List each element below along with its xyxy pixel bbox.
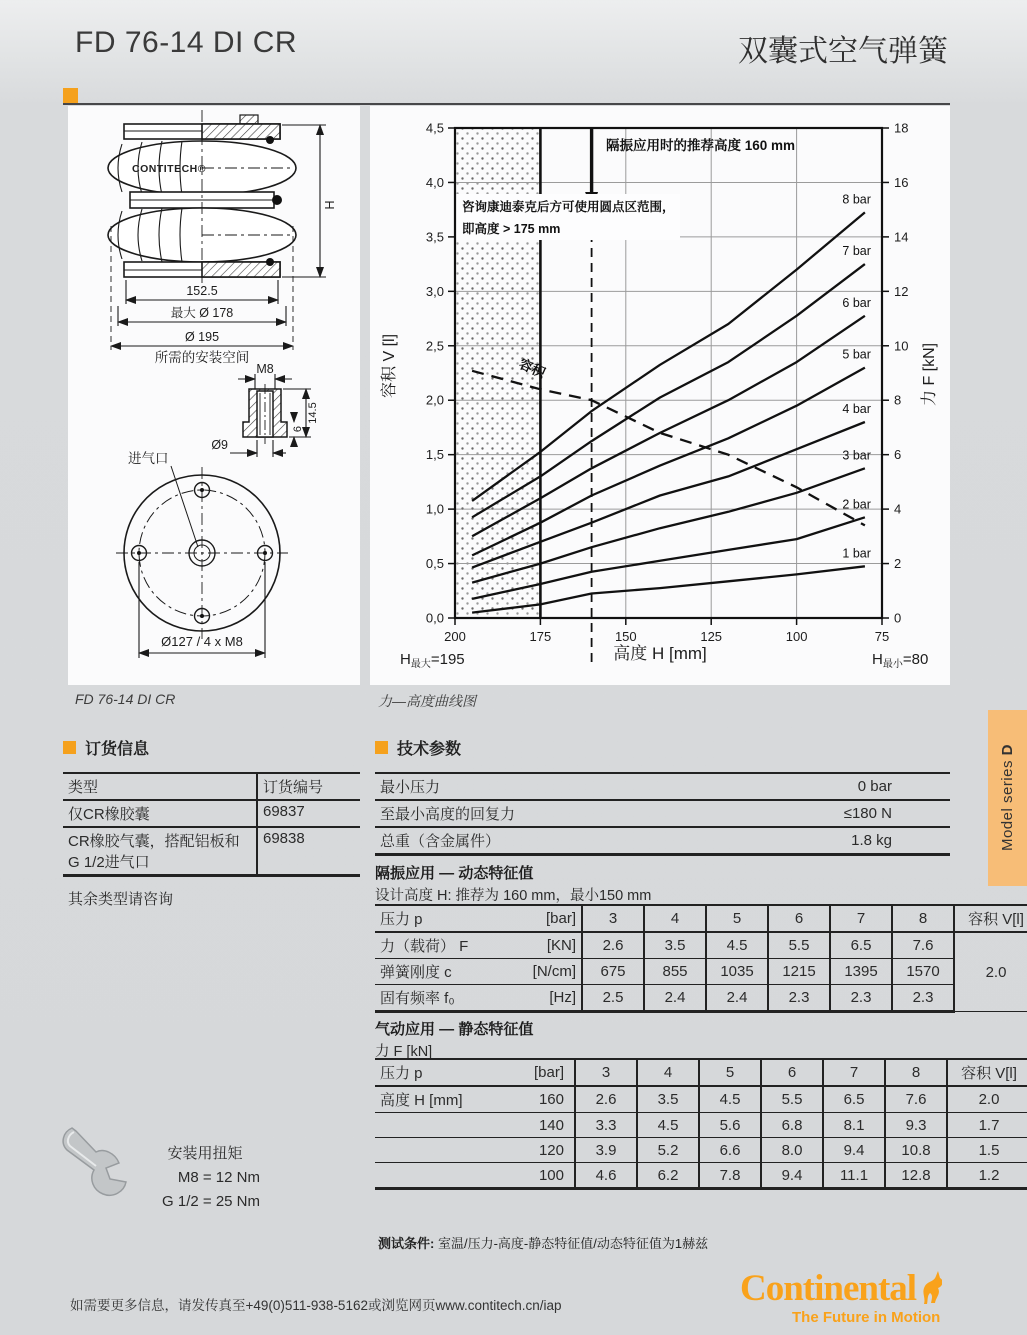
- svg-text:12: 12: [894, 283, 909, 299]
- table-row: 最小压力 0 bar: [375, 773, 950, 800]
- drawing-panel: [68, 106, 360, 685]
- svg-text:3,0: 3,0: [425, 283, 444, 299]
- curve-label: 8 bar: [842, 192, 871, 207]
- volume-curve-label: 容积: [516, 356, 548, 381]
- svg-text:1,0: 1,0: [425, 501, 444, 517]
- tab-text: Model series: [999, 755, 1016, 852]
- inlet-label: 进气口: [128, 451, 169, 466]
- svg-text:125: 125: [700, 629, 723, 644]
- table-row: CR橡胶气囊，搭配铝板和G 1/2进气口 69838: [63, 827, 360, 876]
- h-min-label: $H_{最小}=80$: [872, 651, 929, 670]
- nut-detail: [230, 374, 311, 457]
- ordering-note: 其余类型请咨询: [68, 891, 174, 908]
- svg-text:100: 100: [785, 629, 808, 644]
- svg-text:16: 16: [894, 174, 909, 190]
- recommended-height-annotation: 隔振应用时的推荐高度 160 mm: [606, 138, 796, 153]
- dim-178: 最大 Ø 178: [170, 306, 234, 320]
- svg-text:18: 18: [894, 120, 909, 136]
- dynamic-table: [375, 904, 1027, 1013]
- model-series-tab[interactable]: [988, 710, 1027, 886]
- accent-square: [63, 88, 78, 103]
- dim-h: [282, 125, 326, 277]
- table-row: 固有频率 f₀ [Hz] 2.5 2.4 2.4 2.3 2.3 2.3: [375, 985, 1027, 1012]
- curve-label: 2 bar: [842, 497, 871, 512]
- curve-label: 7 bar: [842, 244, 871, 259]
- footer-contact-info: 如需要更多信息，请发传真至+49(0)511-938-5162或浏览网页www.contitech.cn/iap: [70, 1298, 562, 1313]
- svg-text:75: 75: [874, 629, 890, 644]
- svg-text:4,0: 4,0: [425, 174, 444, 190]
- drawing-caption: FD 76-14 DI CR: [75, 691, 176, 707]
- curve-label: 5 bar: [842, 347, 871, 362]
- table-row: 140 3.3 4.5 5.6 6.8 8.1 9.3 1.7: [375, 1113, 1027, 1138]
- volume-merged-cell: 2.0: [954, 932, 1027, 1012]
- chart-caption: 力—高度曲线图: [378, 693, 476, 709]
- dim-h-label: H: [323, 200, 337, 210]
- table-header-row: [63, 773, 360, 800]
- y-axis-right-label: 力 F [kN]: [921, 342, 938, 406]
- continental-tagline: The Future in Motion: [792, 1309, 941, 1326]
- test-conditions-label: 测试条件:: [378, 1236, 435, 1251]
- svg-text:4,5: 4,5: [425, 120, 444, 136]
- dim-m8: M8: [256, 362, 274, 376]
- torque-block: [150, 1142, 260, 1214]
- air-spring-drawing: [68, 106, 360, 685]
- svg-text:14: 14: [894, 229, 909, 245]
- continental-horse-icon: [918, 1270, 942, 1306]
- curve-label: 4 bar: [842, 402, 871, 416]
- dim-6: 6: [292, 425, 304, 433]
- table-row: 120 3.9 5.2 6.6 8.0 9.4 10.8 1.5: [375, 1138, 1027, 1163]
- ordering-section-heading: 订货信息: [63, 736, 149, 759]
- curve-label: 1 bar: [842, 546, 871, 561]
- dotted-note-line2: 即高度 > 175 mm: [462, 222, 561, 236]
- dim-145: 14.5: [307, 402, 319, 424]
- svg-text:0,0: 0,0: [425, 610, 444, 626]
- contitech-logo: CONTITECH®: [132, 163, 206, 175]
- table-row: 总重（含金属件） 1.8 kg: [375, 827, 950, 855]
- dim-152: 152.5: [186, 284, 218, 298]
- dotted-note-line1: 咨询康迪泰克后方可使用圆点区范围，: [462, 200, 675, 214]
- curve-label: 3 bar: [842, 448, 871, 463]
- svg-text:3,5: 3,5: [425, 229, 444, 245]
- table-row: 力（载荷） F [KN] 2.6 3.5 4.5 5.5 6.5 7.6 2.0: [375, 932, 1027, 959]
- svg-text:175: 175: [529, 629, 552, 644]
- svg-text:1,5: 1,5: [425, 447, 444, 463]
- table-row: 高度 H [mm] 160 2.6 3.5 4.5 5.5 6.5 7.6 2.0: [375, 1086, 1027, 1113]
- svg-text:0,5: 0,5: [425, 556, 444, 572]
- table-row: 100 4.6 6.2 7.8 9.4 11.1 12.8 1.2: [375, 1163, 1027, 1189]
- flange-view: [116, 466, 288, 658]
- table-header-row: 压力 p [bar] 3 4 5 6 7 8 容积 V[l]: [375, 905, 1027, 932]
- page-title: FD 76-14 DI CR: [75, 26, 298, 59]
- continental-wordmark: Continental: [740, 1268, 917, 1309]
- dim-195: Ø 195: [184, 330, 220, 344]
- tab-series-letter: D: [999, 744, 1016, 756]
- curve-label: 6 bar: [842, 295, 871, 310]
- dim-127: Ø127 / 4 x M8: [161, 634, 243, 649]
- svg-text:6: 6: [894, 447, 902, 463]
- x-axis-label: 高度 H [mm]: [613, 644, 707, 663]
- svg-text:8: 8: [894, 392, 902, 408]
- y-axis-left-label: 容积 V [l]: [381, 333, 398, 398]
- tech-params-section-heading: 技术参数: [375, 736, 461, 759]
- svg-text:200: 200: [444, 629, 466, 644]
- static-section-title: 气动应用 — 静态特征值: [375, 1021, 534, 1038]
- h-max-label: $H_{最大}=195$: [400, 651, 465, 670]
- svg-text:2,0: 2,0: [425, 392, 444, 408]
- dynamic-section-title: 隔振应用 — 动态特征值: [375, 865, 534, 882]
- accent-square: [375, 741, 388, 754]
- dim-9: Ø9: [211, 438, 228, 452]
- continental-logo: [740, 1270, 955, 1326]
- table-row: 仅CR橡胶囊 69837: [63, 800, 360, 827]
- col-order-number: 订货编号: [257, 773, 360, 800]
- svg-text:2: 2: [894, 556, 902, 572]
- accent-square: [63, 741, 76, 754]
- force-height-chart: [370, 106, 950, 685]
- static-section-subtitle: 力 F [kN]: [375, 1044, 433, 1060]
- table-row: 至最小高度的回复力 ≤180 N: [375, 800, 950, 827]
- static-table: [375, 1058, 1027, 1190]
- svg-text:4: 4: [894, 501, 902, 517]
- product-title: 双囊式空气弹簧: [738, 35, 948, 68]
- svg-text:2,5: 2,5: [425, 338, 444, 354]
- header-rule: [63, 103, 950, 105]
- torque-title: 安装用扭矩: [167, 1145, 243, 1162]
- table-row: 弹簧刚度 c [N/cm] 675 855 1035 1215 1395 1570: [375, 959, 1027, 985]
- chart-panel: [370, 106, 950, 685]
- table-header-row: 压力 p [bar] 3 4 5 6 7 8 容积 V[l]: [375, 1059, 1027, 1086]
- cross-section-view: [108, 110, 296, 288]
- tech-params-table: [375, 772, 950, 856]
- svg-text:0: 0: [894, 610, 902, 626]
- torque-m8: M8 = 12 Nm: [177, 1169, 260, 1186]
- test-conditions: 测试条件: 室温/压力-高度-静态特征值/动态特征值为1赫兹: [378, 1236, 709, 1251]
- ordering-table: [63, 772, 360, 877]
- svg-text:150: 150: [614, 629, 637, 644]
- dynamic-section-subtitle: 设计高度 H: 推荐为 160 mm，最小150 mm: [375, 888, 652, 904]
- install-space-label: 所需的安装空间: [154, 350, 250, 365]
- col-type: 类型: [63, 773, 257, 800]
- torque-g12: G 1/2 = 25 Nm: [162, 1193, 260, 1210]
- wrench-icon: [60, 1126, 140, 1198]
- svg-text:10: 10: [894, 338, 909, 354]
